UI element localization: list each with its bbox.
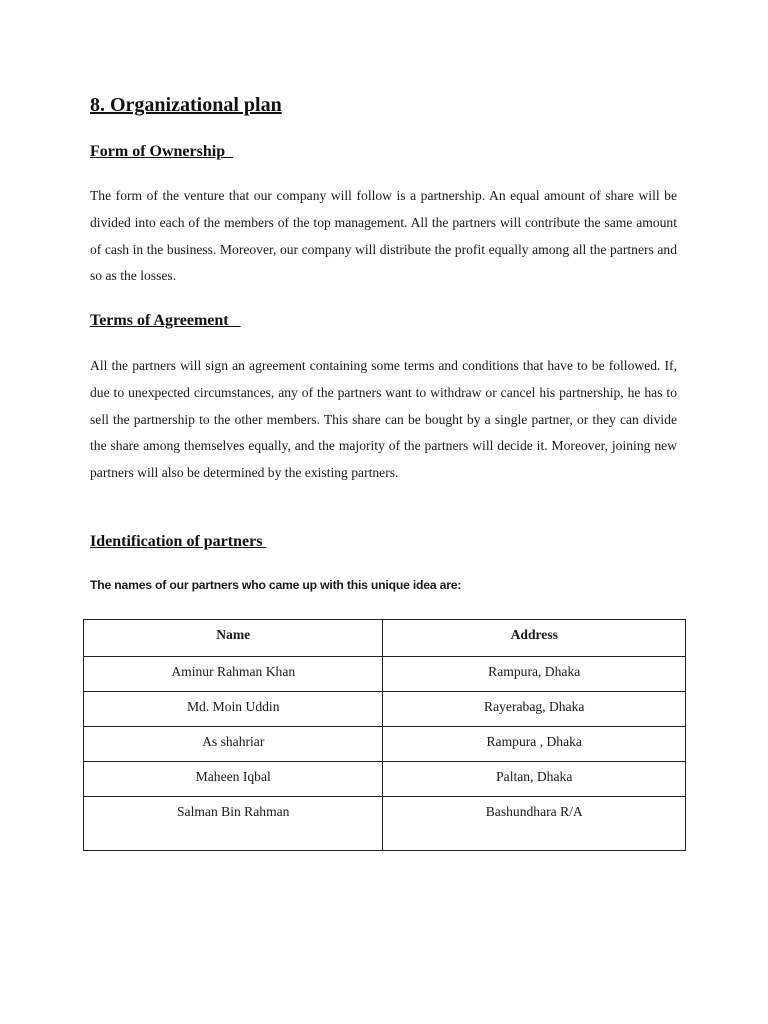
agreement-heading: Terms of Agreement xyxy=(90,312,241,329)
partners-table xyxy=(83,619,686,851)
partner-name: Maheen Iqbal xyxy=(84,762,383,797)
section-title: 8. Organizational plan xyxy=(90,94,282,116)
table-row xyxy=(84,727,686,762)
partner-name: Salman Bin Rahman xyxy=(84,797,383,851)
partners-intro-text: The names of our partners who came up with this unique idea are: xyxy=(90,578,462,592)
table-row xyxy=(84,797,686,851)
partner-address: Bashundhara R/A xyxy=(383,797,686,851)
partner-name: Aminur Rahman Khan xyxy=(84,657,383,692)
address-column-header: Address xyxy=(383,620,686,657)
table-row xyxy=(84,692,686,727)
agreement-paragraph: All the partners will sign an agreement containing some terms and conditions that have to be followed. If, due to unexpected circumstances, any of the partners want to withdraw or cancel his partnership, he has to sell the partnership to the other members. This share can be bought by a single partner, or they can divide the share among themselves equally, and the majority of the partners will decide it. Moreover, joining new partners will also be determined by the existing partners. xyxy=(90,358,677,481)
table-header-row xyxy=(84,620,686,657)
partner-address: Rampura, Dhaka xyxy=(383,657,686,692)
table-row xyxy=(84,762,686,797)
name-column-header: Name xyxy=(84,620,383,657)
identification-heading: Identification of partners xyxy=(90,533,267,550)
partner-address: Paltan, Dhaka xyxy=(383,762,686,797)
partner-address: Rayerabag, Dhaka xyxy=(383,692,686,727)
partner-name: Md. Moin Uddin xyxy=(84,692,383,727)
partner-name: As shahriar xyxy=(84,727,383,762)
ownership-paragraph: The form of the venture that our company will follow is a partnership. An equal amount of share will be divided into each of the members of the top management. All the partners will contribute the same amount of cash in the business. Moreover, our company will distribute the profit equally among all the partners and so as the losses. xyxy=(90,188,677,284)
table-row xyxy=(84,657,686,692)
ownership-heading: Form of Ownership xyxy=(90,143,234,160)
partner-address: Rampura , Dhaka xyxy=(383,727,686,762)
